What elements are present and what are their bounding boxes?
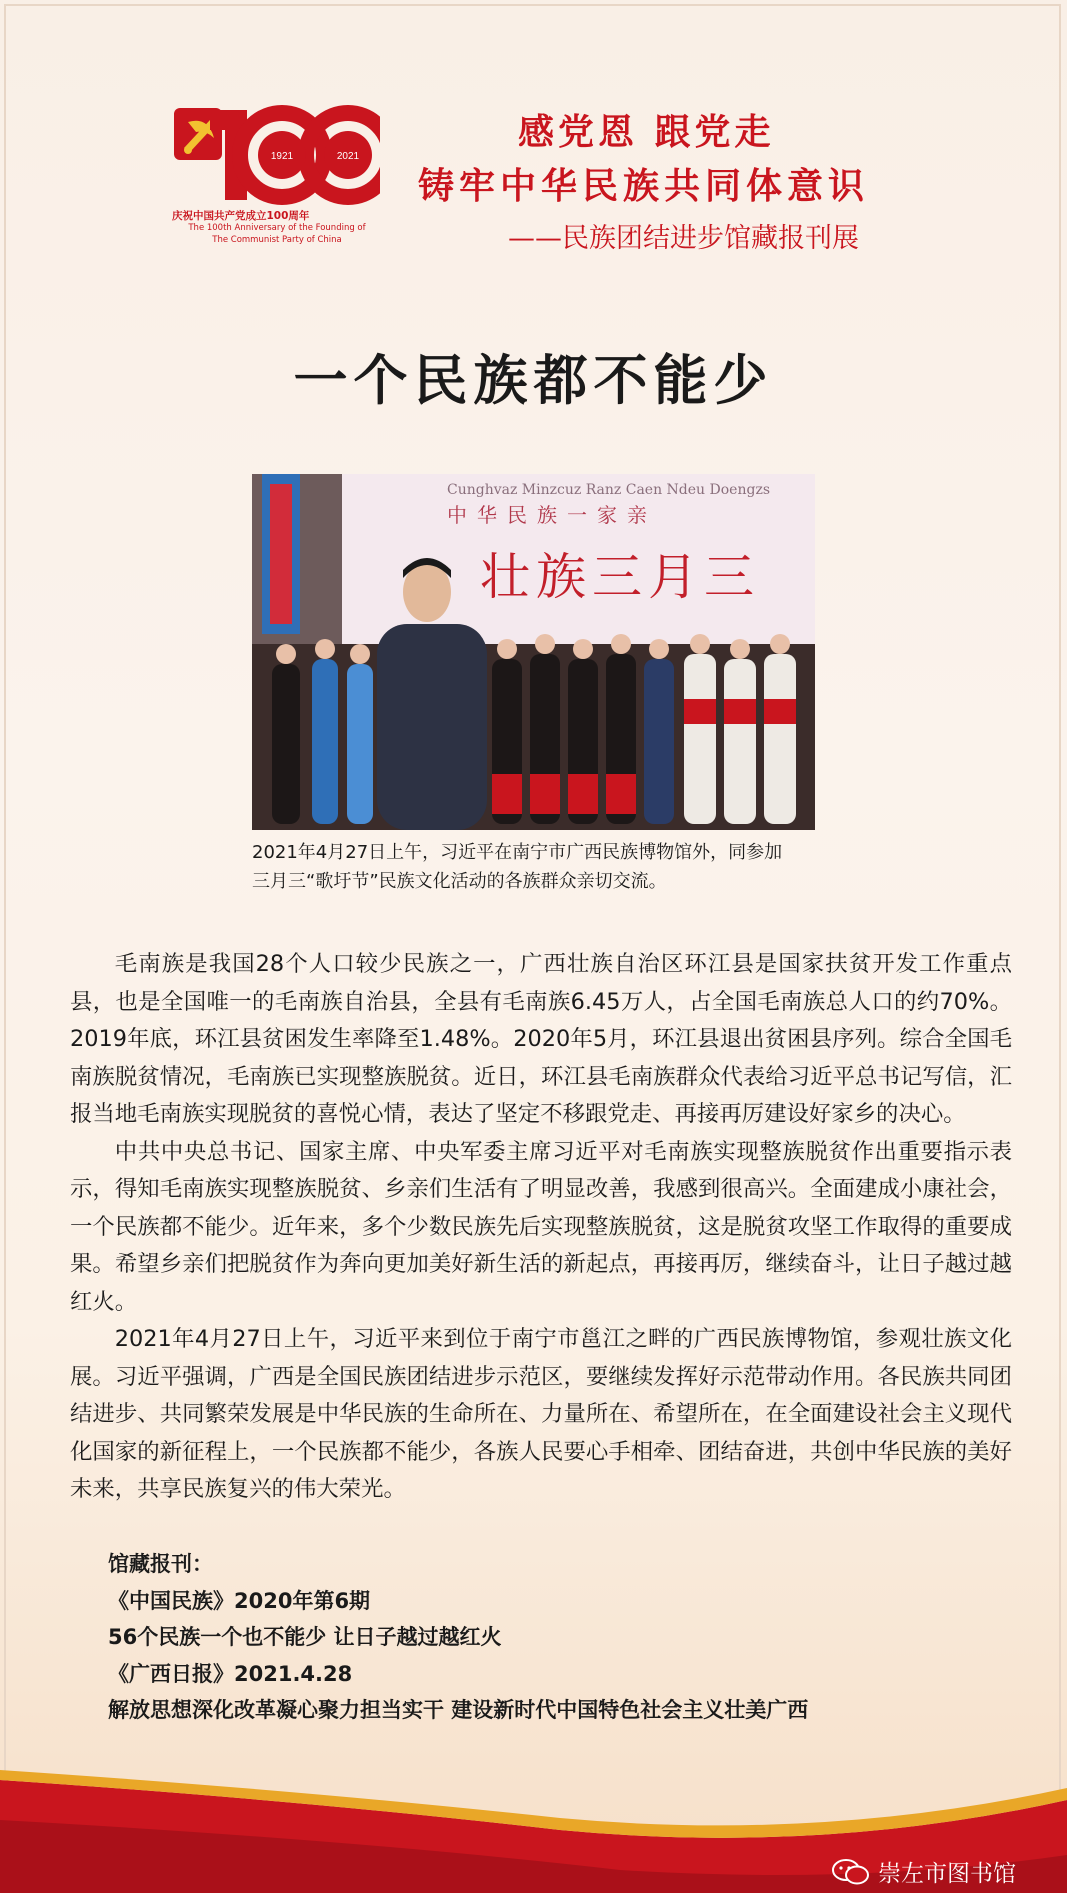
photo-caption <box>252 838 832 896</box>
paragraph: 2021年4月27日上午，习近平来到位于南宁市邕江之畔的广西民族博物馆，参观壮族文化展。习近平强调，广西是全国民族团结进步示范区，要继续发挥好示范带动作用。各民族共同团结进步、共同繁荣发展是中华民族的生命所在、力量所在、希望所在，在全面建设社会主义现代化国家的新征程上，一个民族都不能少，各族人民要心手相牵、团结奋进，共创中华民族的美好未来，共享民族复兴的伟大荣光。 <box>70 1326 1012 1502</box>
holdings-item: 《广西日报》2021.4.28 <box>108 1661 353 1686</box>
logo-year-start: 1921 <box>270 151 294 162</box>
logo-caption-en-1: The 100th Anniversary of the Founding of <box>188 223 366 233</box>
exhibition-subtitle: ——民族团结进步馆藏报刊展 <box>508 223 859 254</box>
article-body <box>70 946 1012 1509</box>
holdings-item: 《中国民族》2020年第6期 <box>108 1588 371 1613</box>
holdings-item: 56个民族一个也不能少 让日子越过越红火 <box>108 1625 502 1649</box>
event-photo <box>252 474 815 830</box>
slogan-line-2: 铸牢中华民族共同体意识 <box>418 165 870 207</box>
paragraph: 毛南族是我国28个人口较少民族之一，广西壮族自治区环江县是国家扶贫开发工作重点县，也是全国唯一的毛南族自治县，全县有毛南族6.45万人，占全国毛南族总人口的约70%。2019年底，环江县贫困发生率降至1.48%。2020年5月，环江县退出贫困县序列。综合全国毛南族脱贫情况，毛南族已实现整族脱贫。近日，环江县毛南族群众代表给习近平总书记写信，汇报当地毛南族实现脱贫的喜悦心情，表达了坚定不移跟党走、再接再厉建设好家乡的决心。 <box>70 951 1012 1127</box>
banner-festival: 壮族三月三 <box>480 548 760 606</box>
watermark <box>832 1855 1016 1888</box>
logo-caption <box>172 210 382 246</box>
paragraph: 中共中央总书记、国家主席、中央军委主席习近平对毛南族实现整族脱贫作出重要指示表示，得知毛南族实现整族脱贫、乡亲们生活有了明显改善，我感到很高兴。全面建成小康社会，一个民族都不能少。近年来，多个少数民族先后实现整族脱贫，这是脱贫攻坚工作取得的重要成果。希望乡亲们把脱贫作为奔向更加美好新生活的新起点，再接再厉，继续奋斗，让日子越过越红火。 <box>70 1138 1012 1315</box>
slogan-line-1: 感党恩 跟党走 <box>518 111 775 153</box>
logo-numeral: 100 <box>170 100 172 101</box>
logo-caption-cn: 庆祝中国共产党成立100周年 <box>172 210 310 222</box>
library-holdings <box>108 1546 808 1729</box>
photo-caption-line-2: 三月三“歌圩节”民族文化活动的各族群众亲切交流。 <box>252 871 667 892</box>
holdings-item: 解放思想深化改革凝心聚力担当实干 建设新时代中国特色社会主义壮美广西 <box>108 1698 809 1722</box>
photo-caption-line-1: 2021年4月27日上午，习近平在南宁市广西民族博物馆外，同参加 <box>252 842 783 863</box>
banner-pinyin: Cunghvaz Minzcuz Ranz Caen Ndeu Doengzs <box>447 482 770 498</box>
logo-year-end: 2021 <box>336 151 360 162</box>
watermark-text: 崇左市图书馆 <box>878 1861 1016 1887</box>
banner-slogan: 中华民族一家亲 <box>447 503 657 527</box>
holdings-heading: 馆藏报刊： <box>108 1552 213 1576</box>
logo-caption-en-2: The Communist Party of China <box>212 235 342 245</box>
wechat-icon <box>832 1859 870 1885</box>
page-title: 一个民族都不能少 <box>293 348 774 412</box>
